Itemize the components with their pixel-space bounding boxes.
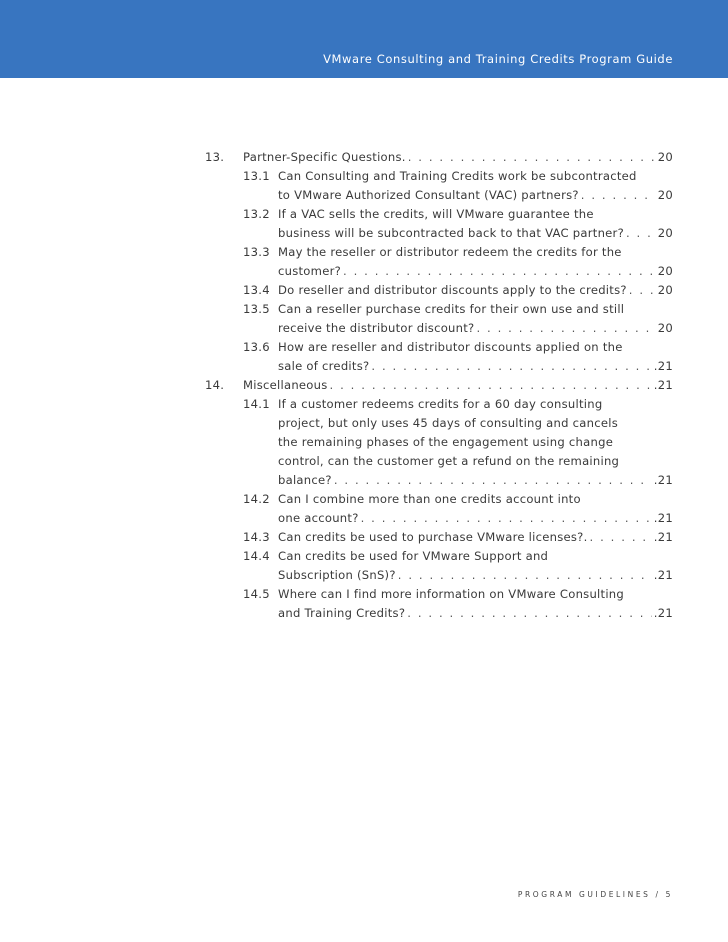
toc-entry-text: business will be subcontracted back to that VAC partner? [278,226,624,240]
toc-entry-text: If a customer redeems credits for a 60 day consulting [278,397,603,411]
toc-line [0,357,728,376]
toc-entry-text: How are reseller and distributor discounts applied on the [278,340,623,354]
toc-entry-text: Can a reseller purchase credits for their own use and still [278,302,625,316]
toc-line [0,566,728,585]
toc-entry-text: Can credits be used to purchase VMware licenses?. [278,530,588,544]
toc-entry[interactable] [278,186,673,205]
toc-page-number: .21 [653,359,673,373]
toc-entry-text: Where can I find more information on VMware Consulting [278,587,624,601]
toc-subsection-number: 13.1 [243,169,270,183]
toc-entry-text: If a VAC sells the credits, will VMware guarantee the [278,207,594,221]
toc-section-number: 14. [205,378,225,392]
toc-line [0,281,728,300]
toc-entry-text: sale of credits? [278,359,370,373]
toc-subsection-number: 13.3 [243,245,270,259]
toc-entry-text: May the reseller or distributor redeem the credits for the [278,245,622,259]
toc-line [0,376,728,395]
toc-line [0,604,728,623]
toc-page-number: 20 [657,226,673,240]
toc-page-number: .21 [653,378,673,392]
toc-leader-dots [330,376,652,395]
toc-leader-dots [398,566,652,585]
toc-subsection-number: 13.6 [243,340,270,354]
toc-page-number: 20 [657,150,673,164]
toc-line [0,490,728,509]
toc-line [0,205,728,224]
toc-entry[interactable] [278,243,622,262]
toc-leader-dots [629,281,656,300]
toc-entry-text: and Training Credits? [278,606,406,620]
toc-subsection-number: 14.5 [243,587,270,601]
toc-line [0,414,728,433]
toc-page-number: .21 [653,530,673,544]
toc-subsection-number: 14.1 [243,397,270,411]
toc-entry[interactable] [278,167,637,186]
toc-leader-dots [361,509,652,528]
toc-line [0,433,728,452]
toc-page-number: .21 [653,606,673,620]
toc-page-number: .21 [653,511,673,525]
toc-line [0,585,728,604]
toc-entry[interactable] [278,224,673,243]
toc-entry[interactable] [278,338,623,357]
toc-entry-text: Can credits be used for VMware Support and [278,549,549,563]
toc-entry[interactable] [278,433,613,452]
toc-leader-dots [581,186,656,205]
document-title: VMware Consulting and Training Credits Program Guide [323,52,673,66]
toc-section-number: 13. [205,150,225,164]
toc-subsection-number: 13.2 [243,207,270,221]
toc-page-number: .21 [653,473,673,487]
toc-leader-dots [590,528,652,547]
toc-entry[interactable] [278,414,618,433]
toc-line [0,167,728,186]
toc-line [0,509,728,528]
toc-entry-text: control, can the customer get a refund on the remaining [278,454,620,468]
toc-line [0,300,728,319]
toc-entry[interactable] [243,148,673,167]
toc-entry[interactable] [278,319,673,338]
toc-entry-text: to VMware Authorized Consultant (VAC) partners? [278,188,579,202]
toc-line [0,262,728,281]
toc-entry-text: the remaining phases of the engagement using change [278,435,614,449]
toc-entry[interactable] [278,566,673,585]
page-footer: PROGRAM GUIDELINES / 5 [517,890,673,899]
page-header-bar [0,0,728,78]
toc-line [0,338,728,357]
toc-page-number: 20 [657,283,673,297]
toc-subsection-number: 14.2 [243,492,270,506]
toc-entry-text: Can I combine more than one credits account into [278,492,581,506]
toc-entry[interactable] [278,585,624,604]
toc-entry[interactable] [278,452,619,471]
toc-entry[interactable] [278,528,673,547]
toc-page-number: 20 [657,264,673,278]
toc-entry-text: customer? [278,264,341,278]
toc-subsection-number: 14.4 [243,549,270,563]
toc-entry-text: Do reseller and distributor discounts apply to the credits? [278,283,627,297]
toc-entry[interactable] [278,205,594,224]
toc-line [0,224,728,243]
toc-entry-text: project, but only uses 45 days of consulting and cancels [278,416,619,430]
toc-page-number: .21 [653,568,673,582]
toc-entry[interactable] [278,300,624,319]
toc-subsection-number: 14.3 [243,530,270,544]
toc-leader-dots [343,262,656,281]
toc-line [0,243,728,262]
toc-entry-text: Subscription (SnS)? [278,568,396,582]
toc-entry-text: Can Consulting and Training Credits work be subcontracted [278,169,637,183]
toc-line [0,471,728,490]
toc-entry[interactable] [278,357,673,376]
toc-line [0,186,728,205]
toc-line [0,528,728,547]
toc-line [0,452,728,471]
toc-leader-dots [408,148,656,167]
toc-page-number: 20 [657,321,673,335]
toc-line [0,148,728,167]
toc-entry-text: Partner-Specific Questions. [243,150,406,164]
toc-entry-text: Miscellaneous [243,378,328,392]
toc-subsection-number: 13.5 [243,302,270,316]
toc-entry-text: receive the distributor discount? [278,321,475,335]
toc-line [0,395,728,414]
toc-entry[interactable] [278,262,673,281]
toc-entry[interactable] [243,376,673,395]
toc-entry[interactable] [278,604,673,623]
toc-page-number: 20 [657,188,673,202]
toc-entry-text: one account? [278,511,359,525]
toc-leader-dots [334,471,652,490]
toc-entry[interactable] [278,395,602,414]
toc-entry[interactable] [278,281,673,300]
toc-leader-dots [626,224,656,243]
toc-leader-dots [407,604,652,623]
toc-entry-text: balance? [278,473,332,487]
toc-entry[interactable] [278,509,673,528]
toc-leader-dots [371,357,651,376]
toc-subsection-number: 13.4 [243,283,270,297]
toc-entry[interactable] [278,547,548,566]
toc-entry[interactable] [278,471,673,490]
toc-line [0,319,728,338]
toc-leader-dots [476,319,655,338]
toc-line [0,547,728,566]
toc-entry[interactable] [278,490,581,509]
